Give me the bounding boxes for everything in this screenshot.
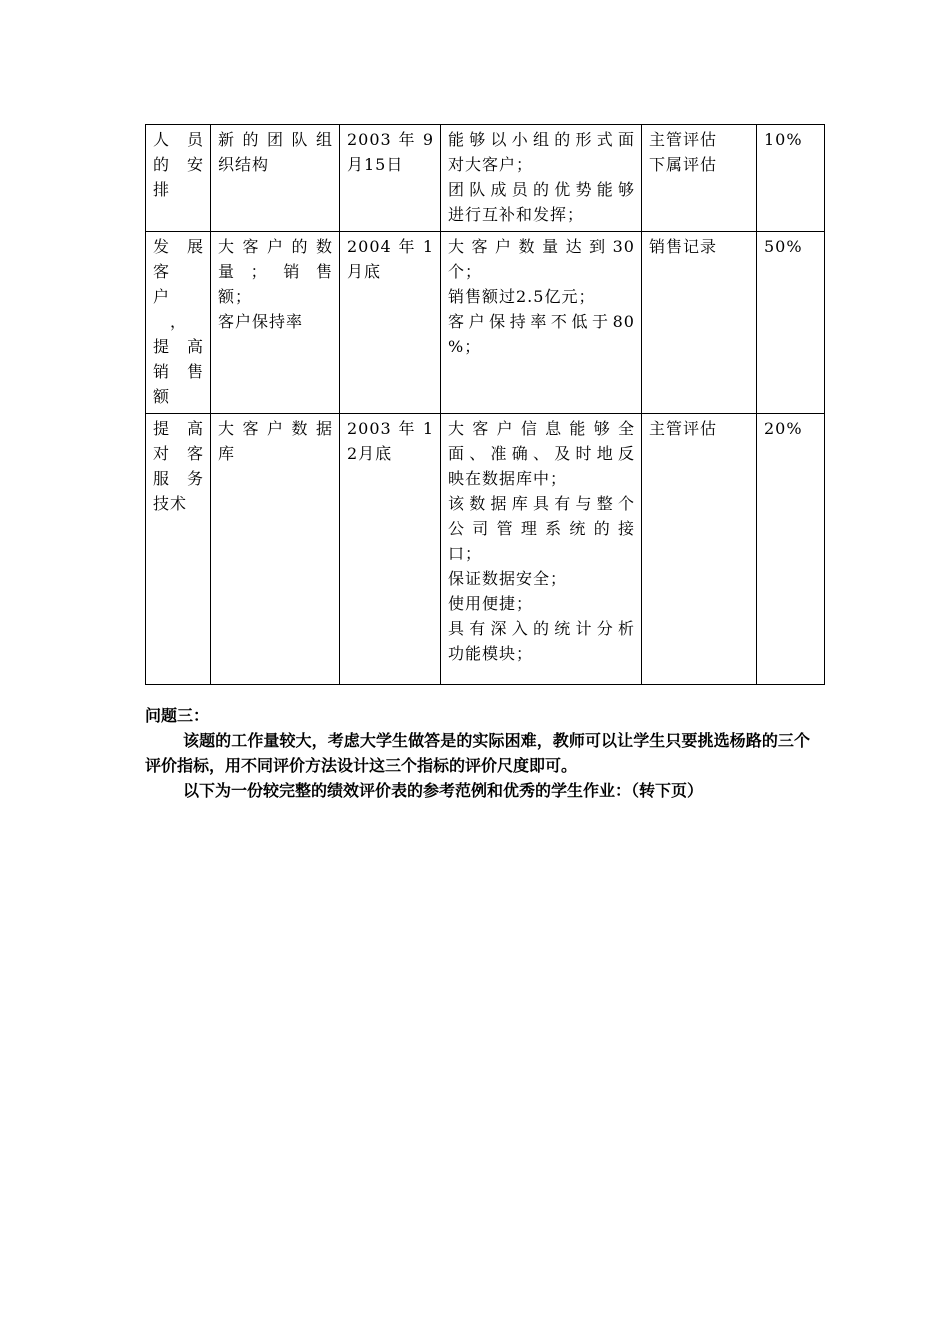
weight-cell: 10%	[757, 125, 825, 232]
weight-cell: 50%	[757, 232, 825, 414]
goal-cell: 发展 客 户 ， 提高 销售 额	[146, 232, 211, 414]
measure-cell: 大客户的数 量；销售 额； 客户保持率	[211, 232, 340, 414]
measure-cell: 新的团队组 织结构	[211, 125, 340, 232]
method-cell: 销售记录	[642, 232, 757, 414]
method-cell: 主管评估 下属评估	[642, 125, 757, 232]
table-row	[146, 125, 825, 232]
goal-cell: 人员 的安 排	[146, 125, 211, 232]
section-title: 问题三：	[145, 706, 210, 725]
standard-cell: 大客户信息能够全 面、准确、及时地反 映在数据库中； 该数据库具有与整个 公司管理系统的接 口； 保证数据安全； 使用便捷； 具有深入的统计分析 功能模块；	[441, 414, 642, 685]
paragraph: 以下为一份较完整的绩效评价表的参考范例和优秀的学生作业：（转下页）	[183, 781, 704, 800]
standard-cell: 能够以小组的形式面 对大客户； 团队成员的优势能够 进行互补和发挥；	[441, 125, 642, 232]
question-three-section	[145, 703, 810, 803]
deadline-cell: 2003 年 1 2月底	[340, 414, 441, 685]
table-row	[146, 414, 825, 685]
goal-cell: 提高 对客 服务 技术	[146, 414, 211, 685]
deadline-cell: 2003 年 9 月15日	[340, 125, 441, 232]
paragraph: 该题的工作量较大，考虑大学生做答是的实际困难，教师可以让学生只要挑选杨路的三个评价指标，用不同评价方法设计这三个指标的评价尺度即可。	[145, 731, 810, 775]
measure-cell: 大客户数据 库	[211, 414, 340, 685]
performance-table	[145, 124, 825, 685]
deadline-cell: 2004 年 1 月底	[340, 232, 441, 414]
table-row	[146, 232, 825, 414]
weight-cell: 20%	[757, 414, 825, 685]
method-cell: 主管评估	[642, 414, 757, 685]
standard-cell: 大客户数量达到30 个； 销售额过2.5亿元； 客户保持率不低于80 %；	[441, 232, 642, 414]
